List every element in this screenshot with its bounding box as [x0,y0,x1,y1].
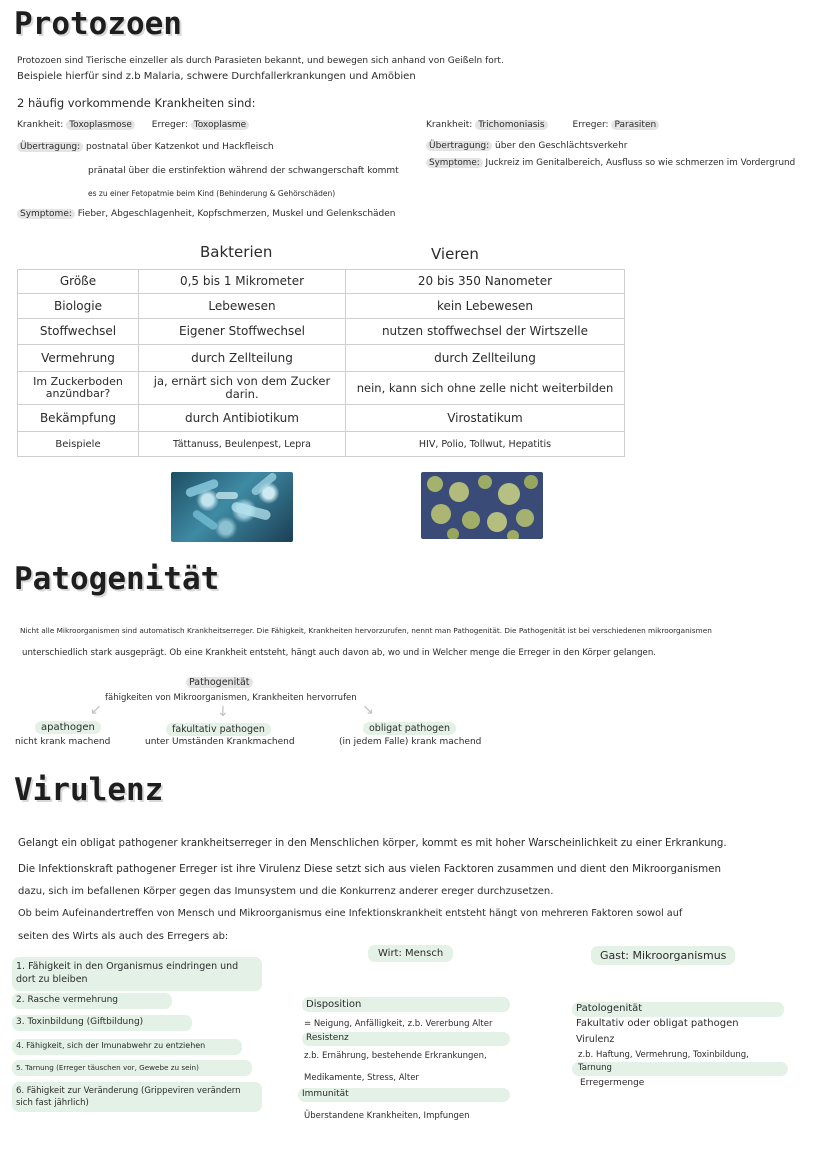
virulenz-text-1: Gelangt ein obligat pathogener krankheitserreger in den Menschlichen körper, kommt es mit hoher Warscheinlichkeit zu einer Erkrankung. [18,838,727,849]
cell-vieren: HIV, Polio, Tollwut, Hepatitis [346,432,625,457]
apathogen-desc: nicht krank machend [15,737,111,747]
cell-bakterien: ja, ernärt sich von dem Zucker darin. [139,372,346,405]
disease2-symptome-label: Symptome: [426,158,483,168]
arrow-left-icon: ↙ [90,702,102,718]
immunitaet-label: Immunität [302,1089,349,1099]
virulenz-text-2: Die Infektionskraft pathogener Erreger ist ihre Virulenz Diese setzt sich aus vielen Facktoren zusammen und dient den Mikroorganismen [18,863,721,875]
row-label: Vermehrung [18,345,139,372]
cell-bakterien: Tättanuss, Beulenpest, Lepra [139,432,346,457]
obligat-pathogen-term: obligat pathogen [363,722,456,735]
table-row [18,345,625,372]
row-label: Im Zuckerboden anzündbar? [18,372,139,405]
pathogenitaet-desc: fähigkeiten von Mikroorganismen, Krankheiten hervorrufen [105,693,357,703]
protozoen-title: Protozoen [14,6,182,42]
patogenitaet-text-2: unterschiedlich stark ausgeprägt. Ob eine Krankheit entsteht, hängt auch davon ab, wo und in Welcher menge die Erreger in den Körper gelangen. [22,648,657,658]
list-item: 1. Fähigkeit in den Organismus eindringen und dort zu bleiben [16,961,239,985]
patogenitaet-text-1: Nicht alle Mikroorganismen sind automatisch Krankheitserreger. Die Fähigkeit, Krankheiten hervorzurufen, nennt man Pathogenität. Die Pathogenität ist bei verschiedenen mikroorganismen [20,626,712,635]
fakultativ-pathogen-desc: unter Umständen Krankmachend [145,737,295,747]
disease2-uebertragung-label: Übertragung: [426,141,492,151]
protozoen-intro-1: Protozoen sind Tierische einzeller als durch Parasieten bekannt, und bewegen sich anhand von Geißeln fort. [17,56,504,66]
cell-vieren: nutzen stoffwechsel der Wirtszelle [346,319,625,345]
patologenitaet-text: Fakultativ oder obligat pathogen [576,1018,739,1029]
virulenz-gast-text-1: z.b. Haftung, Vermehrung, Toxinbildung, [578,1050,749,1060]
bacteria-shapes [171,472,293,542]
cell-bakterien: durch Antibiotikum [139,405,346,432]
table-row [18,432,625,457]
bacteria-image [171,472,293,542]
list-item: 5. Tarnung (Erreger täuschen vor, Gewebe zu sein) [16,1063,199,1072]
virulenz-text-4: Ob beim Aufeinandertreffen von Mensch und Mikroorganismus eine Infektionskrankheit entsteht hängt von mehreren Faktoren sowol auf [18,908,683,919]
disease2-symptome-text: Juckreiz im Genitalbereich, Ausfluss so wie schmerzen im Vordergrund [485,158,796,168]
disease1-uebertragung [17,142,274,152]
row-label: Bekämpfung [18,405,139,432]
cell-vieren: kein Lebewesen [346,294,625,319]
virulenz-text-5: seiten des Wirts als auch des Erregers ab: [18,931,229,942]
immunitaet-text: Überstandene Krankheiten, Impfungen [304,1111,470,1121]
protozoen-intro-2: Beispiele hierfür sind z.b Malaria, schwere Durchfallerkrankungen und Amöbien [17,71,416,82]
virus-image [421,472,543,539]
disease2-krankheit-value: Trichomoniasis [475,120,547,130]
disposition-text: = Neigung, Anfälligkeit, z.b. Vererbung Alter [304,1019,493,1029]
list-item: 4. Fähigkeit, sich der Imunabwehr zu entziehen [16,1041,206,1050]
cell-vieren: nein, kann sich ohne zelle nicht weiterbilden [346,372,625,405]
disease2-uebertragung-text: über den Geschlächtsverkehr [495,141,628,151]
disease1-uebertragung-label: Übertragung: [17,142,83,152]
list-item: 2. Rasche vermehrung [16,995,118,1005]
apathogen-term: apathogen [35,721,101,734]
disease2-erreger-label: Erreger: [572,120,609,130]
fakultativ-pathogen-term: fakultativ pathogen [166,723,271,736]
disease2-symptome [426,158,795,168]
disease1-symptome-text: Fieber, Abgeschlagenheit, Kopfschmerzen, Muskel und Gelenkschäden [77,209,396,219]
cell-vieren: durch Zellteilung [346,345,625,372]
disease2-erreger-value: Parasiten [611,120,659,130]
list-item: 6. Fähigkeit zur Veränderung (Grippeviren verändern sich fast jährlich) [16,1086,241,1108]
disease2-uebertragung [426,141,628,151]
disease1-uebertragung-text2: pränatal über die erstinfektion während der schwangerschaft kommt [88,166,399,176]
table-row [18,372,625,405]
resistenz-text-1: z.b. Ernährung, bestehende Erkrankungen, [304,1051,487,1061]
cell-bakterien: 0,5 bis 1 Mikrometer [139,270,346,294]
comparison-table [17,269,625,457]
row-label: Größe [18,270,139,294]
table-row [18,270,625,294]
disease1-erreger-label: Erreger: [151,120,188,130]
cell-vieren: Virostatikum [346,405,625,432]
table-row [18,294,625,319]
disease1-erreger-value: Toxoplasme [191,120,249,130]
virulenz-title: Virulenz [14,772,164,808]
table-row [18,405,625,432]
disease1-krankheit-value: Toxoplasmose [66,120,135,130]
gast-title: Gast: Mikroorganismus [591,946,735,965]
header-vieren: Vieren [431,245,479,263]
row-label: Biologie [18,294,139,319]
virulenz-label: Virulenz [576,1034,615,1045]
disease2-krankheit-label: Krankheit: [426,120,473,130]
erregermenge-label: Erregermenge [580,1078,645,1088]
cell-bakterien: Lebewesen [139,294,346,319]
protozoen-count: 2 häufig vorkommende Krankheiten sind: [17,96,256,110]
cell-bakterien: durch Zellteilung [139,345,346,372]
arrow-down-icon: ↓ [217,704,229,720]
resistenz-text-2: Medikamente, Stress, Alter [304,1073,419,1083]
row-label: Stoffwechsel [18,319,139,345]
obligat-pathogen-desc: (in jedem Falle) krank machend [339,737,482,747]
disease2-krankheit [426,120,659,130]
patogenitaet-title: Patogenität [14,561,220,597]
arrow-right-icon: ↘ [362,702,374,718]
row-label: Beispiele [18,432,139,457]
resistenz-label: Resistenz [306,1033,349,1043]
disease1-uebertragung-text3: es zu einer Fetopatmie beim Kind (Behinderung & Gehörschäden) [88,189,336,198]
disease1-krankheit [17,120,249,130]
patologenitaet-label: Patologenität [576,1003,643,1014]
cell-bakterien: Eigener Stoffwechsel [139,319,346,345]
disease1-symptome [17,209,396,219]
disease1-krankheit-label: Krankheit: [17,120,64,130]
virulenz-gast-text-2: Tarnung [578,1063,612,1073]
disease1-symptome-label: Symptome: [17,209,75,219]
virus-shapes [421,472,543,539]
pathogenitaet-term: Pathogenität [186,677,253,688]
virulenz-text-3: dazu, sich im befallenen Körper gegen das Imunsystem und die Konkurrenz anderer ereger durchzusetzen. [18,886,554,897]
disposition-label: Disposition [306,999,362,1010]
list-item: 3. Toxinbildung (Giftbildung) [16,1017,144,1027]
cell-vieren: 20 bis 350 Nanometer [346,270,625,294]
table-row [18,319,625,345]
wirt-title: Wirt: Mensch [368,945,453,962]
disease1-uebertragung-text1: postnatal über Katzenkot und Hackfleisch [86,142,274,152]
header-bakterien: Bakterien [200,243,273,261]
